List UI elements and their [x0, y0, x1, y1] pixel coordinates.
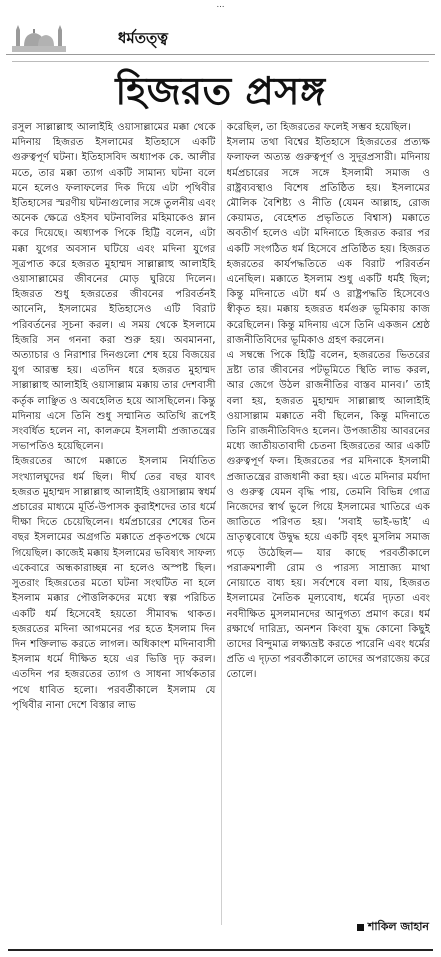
paragraph: করেছিল, তা হিজরতের ফলেই সম্ভব হয়েছিল।	[226, 122, 412, 133]
author-name: শাকিল জাহান	[367, 920, 429, 933]
top-strip: …	[216, 0, 225, 9]
square-bullet-icon	[357, 924, 364, 931]
bottom-rule	[8, 949, 433, 951]
section-label: ধর্মতত্ত্ব	[118, 29, 168, 47]
article-title: হিজরত প্রসঙ্গ	[115, 68, 326, 113]
paragraph: রসুল সাল্লাল্লাহু আলাইহি ওয়াসাল্লামের মক্কা থেকে মদিনায় হিজরত ইসলামের ইতিহাসে একটি গুরুত্বপূর্ণ ঘটনা। ইতিহাসবিদ অধ্যাপক কে. আলীর মতে, তার মক্কা ত্যাগ একটি সামান্য ঘটনা বলে মনে হলেও ফলাফলের দিক দিয়ে এটা পৃথিবীর ইতিহাসের স্মরণীয় ঘটনাগুলোর সঙ্গে তুলনীয় এবং অনেক ক্ষেত্রে ওইসব ঘটনাবলির মহিমাকেও ম্লান করে দিয়েছে। অধ্যাপক পিকে হিট্টি বলেন, এটা মক্কা যুগের অবসান ঘটিয়ে এবং মদিনা যুগের সূত্রপাত করে হজরত মুহাম্মদ সাল্লাল্লাহু আলাইহি ওয়াসাল্লামের জীবনের মোড় ঘুরিয়ে দিলেন। হিজরত শুধু হজরতের জীবনের পরিবর্তনই আনেনি, ইসলামের ইতিহাসেও এটি বিরাট পরিবর্তনের সূচনা করল। এ সময় থেকে ইসলামে হিজরি সন গননা করা শুরু হয়। অবমাননা, অত্যাচার ও নিরাশার দিনগুলো শেষ হয়ে বিজয়ের যুগ আরম্ভ হয়। এতদিন ধরে হজরত মুহাম্মদ সাল্লাল্লাহু আলাইহি ওয়াসাল্লাম মক্কায় তার দেশবাসী কর্তৃক লাঞ্ছিত ও অবহেলিত হয়ে আসছিলেন। কিন্তু মদিনায় এসে তিনি শুধু সম্মানিত অতিথি রূপেই সংবর্ধিত হলেন না, কালক্রমে ইসলামী প্রজাতন্ত্রের সভাপতিও হয়েছিলেন।	[12, 122, 216, 453]
paragraph: হিজরতের আগে মক্কাতে ইসলাম নির্যাতিত সংখ্যালঘুদের ধর্ম ছিল। দীর্ঘ তের বছর যাবৎ হজরত মুহাম্মদ সাল্লাল্লাহু আলাইহি ওয়াসাল্লাম স্বধর্ম প্রচারের মাধ্যমে মূর্তি-উপাসক কুরাইশদের তার ধর্মে দীক্ষা দিতে চেয়েছিলেন। ধর্মপ্রচারের শেষের তিন বছর ইসলামের অগ্রগতি মক্কাতে প্রকৃতপক্ষে থেমে গিয়েছিল। কাজেই মক্কায় ইসলামের ভবিষ্যৎ সাফল্য একেবারে অন্ধকারাচ্ছন্ন না হলেও অস্পষ্ট ছিল। সুতরাং হিজরতের মতো ঘটনা সংঘটিত না হলে ইসলাম মক্কার পৌত্তলিকদের মধ্যে স্বল্প পরিচিত একটি ধর্ম হিসেবেই হয়তো সীমাবদ্ধ থাকত। হজরতের মদিনা আগমনের পর হতে ইসলাম দিন দিন শক্তিলাভ করতে লাগল। অধিকাংশ মদিনাবাসী ইসলাম ধর্মে দীক্ষিত হয়ে এর ভিত্তি দৃঢ় করল। এতদিন পর হজরতের ত্যাগ ও সাধনা সার্থকতার পথে ধাবিত হলো। পরবর্তীকালে ইসলাম যে পৃথিবীর নানা দেশে বিস্তার লাভ	[12, 456, 216, 711]
header-rule	[12, 61, 429, 62]
article-body	[12, 120, 430, 925]
byline	[357, 918, 429, 937]
mosque-icon	[12, 24, 66, 52]
left-column	[12, 120, 216, 925]
right-column	[227, 120, 431, 925]
column-divider	[221, 120, 222, 925]
section-header	[6, 24, 435, 55]
paragraph: ইসলাম তথা বিশ্বের ইতিহাসে হিজরতের প্রত্যক্ষ ফলাফল অত্যন্ত গুরুত্বপূর্ণ ও সুদূরপ্রসারী। মদিনায় ধর্মপ্রচারের সঙ্গে সঙ্গে ইসলামী সমাজ ও রাষ্ট্রব্যবস্থাও বিশেষ প্রতিষ্ঠিত হয়। ইসলামের মৌলিক বৈশিষ্ট্য ও নীতি (যেমন আল্লাহ, রোজ কেয়ামত, বেহেশত প্রভৃতিতে বিশ্বাস) মক্কাতে অবতীর্ণ হলেও এটা মদিনাতে হিজরত করার পর একটি সংগঠিত ধর্ম হিসেবে প্রতিষ্ঠিত হয়। হিজরত হজরতের কার্যপদ্ধতিতে এক বিরাট পরিবর্তন এনেছিল। মক্কাতে ইসলাম শুধু একটি ধর্মই ছিল; কিন্তু মদিনাতে এটা ধর্ম ও রাষ্ট্রপদ্ধতি হিসেবেও স্বীকৃত হয়। মক্কায় হজরত ধর্মগুরু ভূমিকায় কাজ করেছিলেন। কিন্তু মদিনায় এসে তিনি একজন শ্রেষ্ঠ রাজনীতিবিদের ভূমিকাও গ্রহণ করলেন।	[226, 137, 430, 346]
paragraph: এ সম্বন্ধে পিকে হিট্টি বলেন, হজরতের ভিতরের দ্রষ্টা তার জীবনের পটভূমিতে স্থিতি লাভ করল, আর জেগে উঠল রাজনীতির বাস্তব মানব।’ তাই বলা হয়, হজরত মুহাম্মদ সাল্লাল্লাহু আলাইহি ওয়াসাল্লাম মক্কাতে নবী ছিলেন, কিন্তু মদিনাতে তিনি রাজনীতিবিদও হলেন। উপজাতীয় আবরনের মধ্যে জাতীয়তাবাদী চেতনা হিজরতের আর একটি গুরুত্বপূর্ণ ফল। হিজরতের পর মদিনাকে ইসলামী প্রজাতন্ত্রের রাজধানী করা হয়। এতে মদিনার মর্যাদা ও গুরুত্ব যেমন বৃদ্ধি পায়, তেমনি বিভিন্ন গোত্র নিজেদের স্বার্থ ভুলে গিয়ে ইসলামের খাতিরে এক জাতিতে পরিণত হয়। ‘সবাই ভাই-ভাই’ এ ভ্রাতৃত্ববোধে উদ্বুদ্ধ হয়ে একটি বৃহৎ মুসলিম সমাজ গড়ে উঠেছিল— যার কাছে পরবর্তীকালে পরাক্রমশালী রোম ও পারস্য সাম্রাজ্য মাথা নোয়াতে বাধ্য হয়। সর্বশেষে বলা যায়, হিজরত ইসলামের নৈতিক মূল্যবোধ, ধর্মের দৃঢ়তা এবং নবদীক্ষিত মুসলমানদের আনুগত্য প্রমাণ করে। ধর্ম রক্ষার্থে দারিদ্র্য, অনশন কিংবা যুদ্ধ কোনো কিছুই তাদের বিন্দুমাত্র লক্ষ্যভ্রষ্ট করতে পারেনি এবং ধর্মের প্রতি এ দৃঢ়তা পরবর্তীকালে তাদের অপরাজেয় করে তোলে।	[226, 350, 430, 681]
